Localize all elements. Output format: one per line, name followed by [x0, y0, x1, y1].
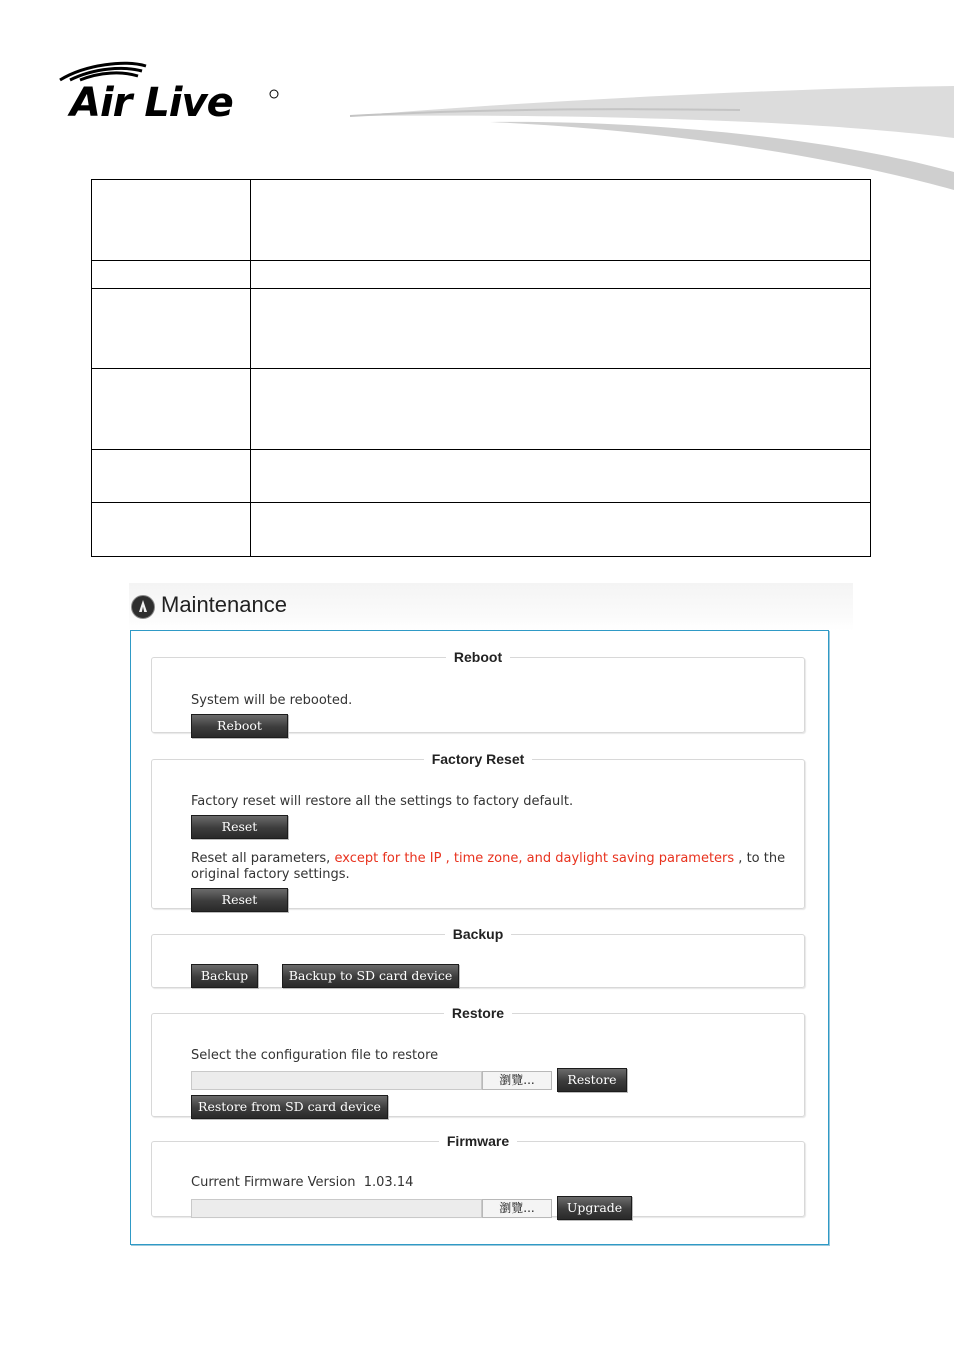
factory-reset-description: Factory reset will restore all the settings to factory default.	[191, 794, 574, 809]
restore-description: Select the configuration file to restore	[191, 1048, 439, 1063]
partial-reset-button[interactable]: Reset	[191, 888, 288, 912]
maintenance-icon	[131, 595, 155, 619]
restore-button[interactable]: Restore	[557, 1068, 627, 1092]
restore-section	[151, 1005, 805, 1117]
partial-reset-description-line2: original factory settings.	[191, 867, 350, 882]
firmware-section	[151, 1133, 805, 1217]
table-row	[92, 180, 871, 261]
table-row	[92, 503, 871, 557]
page-title: Maintenance	[161, 592, 287, 617]
firmware-legend: Firmware	[446, 1133, 510, 1149]
reboot-description: System will be rebooted.	[191, 693, 353, 708]
backup-sd-button[interactable]: Backup to SD card device	[282, 964, 459, 988]
firmware-file-input[interactable]	[191, 1199, 482, 1218]
table-row	[92, 261, 871, 289]
svg-text:Air Live: Air Live	[70, 80, 233, 126]
reboot-button[interactable]: Reboot	[191, 714, 288, 738]
restore-legend: Restore	[451, 1005, 505, 1021]
table-row	[92, 450, 871, 503]
upgrade-button[interactable]: Upgrade	[557, 1196, 632, 1220]
firmware-version-value: 1.03.14	[363, 1175, 414, 1190]
panel-header	[129, 583, 853, 631]
firmware-version	[191, 1175, 413, 1190]
firmware-browse-button[interactable]: 瀏覽...	[482, 1199, 552, 1218]
backup-section	[151, 926, 805, 988]
document-table	[91, 179, 871, 557]
factory-reset-section	[151, 751, 805, 909]
table-row	[92, 289, 871, 369]
partial-reset-description	[191, 851, 785, 866]
maintenance-content	[130, 630, 829, 1245]
partial-reset-highlight: except for the IP , time zone, and daylight saving parameters	[334, 851, 735, 866]
restore-sd-button[interactable]: Restore from SD card device	[191, 1095, 388, 1119]
maintenance-panel	[129, 583, 853, 1249]
backup-button[interactable]: Backup	[191, 964, 258, 988]
factory-reset-legend: Factory Reset	[431, 751, 525, 767]
reboot-section	[151, 649, 805, 733]
reboot-legend: Reboot	[453, 649, 503, 665]
partial-reset-text-end: , to the	[734, 851, 786, 866]
partial-reset-text: Reset all parameters,	[191, 851, 335, 866]
firmware-version-label: Current Firmware Version	[191, 1175, 356, 1190]
restore-file-input[interactable]	[191, 1071, 482, 1090]
backup-legend: Backup	[452, 926, 504, 942]
factory-reset-button[interactable]: Reset	[191, 815, 288, 839]
restore-browse-button[interactable]: 瀏覽...	[482, 1071, 552, 1090]
airlive-logo	[56, 58, 286, 128]
table-row	[92, 369, 871, 450]
